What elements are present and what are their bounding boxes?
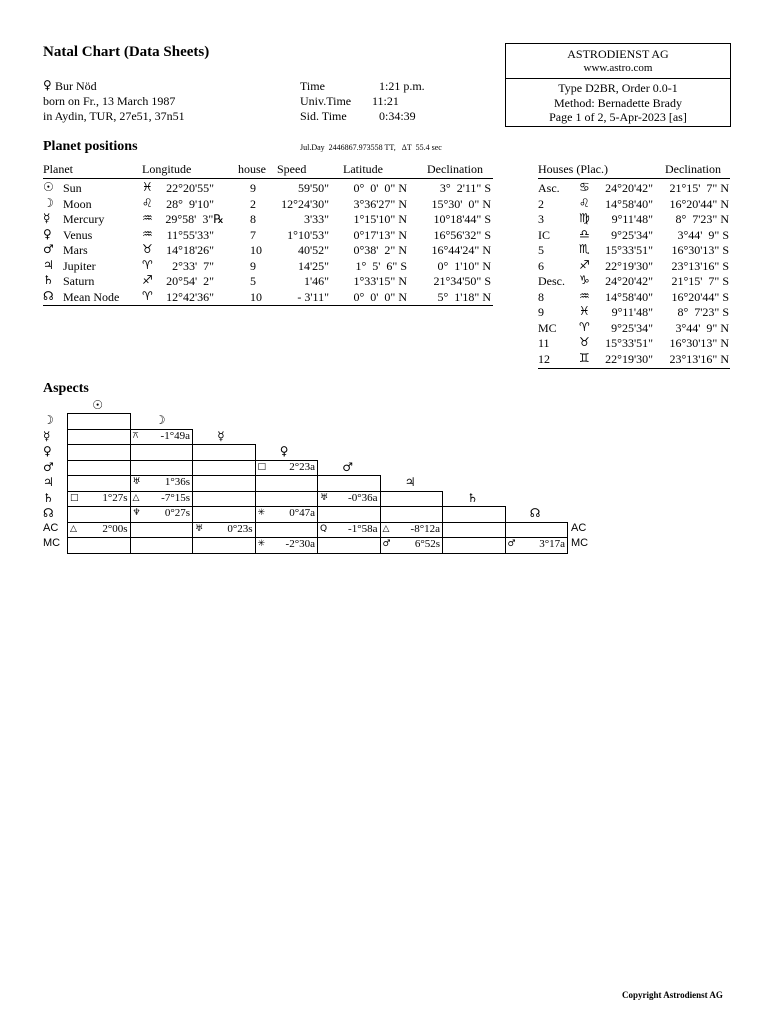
col-speed: Speed [277, 162, 307, 176]
house-longitude: 15°33'51" [605, 336, 653, 350]
aspect-cell [67, 460, 131, 477]
aspect-symbol-icon: △ [70, 523, 77, 534]
planet-longitude: 12°42'36" [166, 289, 214, 304]
aspect-diagonal-icon: ♂ [342, 459, 354, 474]
planet-icon: ♄ [43, 273, 54, 287]
zodiac-sign-icon: ♉ [579, 335, 590, 349]
planet-speed: - 3'11" [297, 289, 329, 304]
aspect-diagonal-icon: ☉ [92, 397, 104, 412]
zodiac-sign-icon: ♉ [142, 242, 153, 256]
aspect-orb: -7°15s [161, 491, 190, 504]
aspect-cell [192, 537, 256, 554]
planet-name: Mean Node [63, 289, 120, 304]
aspect-diagonal-icon: ♄ [467, 490, 479, 505]
aspect-cell [67, 537, 131, 554]
aspect-symbol-icon: ♂ [507, 539, 516, 549]
planet-speed: 3'33" [303, 212, 329, 226]
zodiac-sign-icon: ♋ [579, 180, 590, 194]
company-url: www.astro.com [583, 62, 653, 74]
house-declination: 21°15' 7" N [669, 181, 729, 195]
aspect-row-icon: ☽ [43, 413, 54, 427]
house-longitude: 15°33'51" [605, 243, 653, 257]
aspect-symbol-icon: ✳ [257, 539, 266, 549]
col-longitude: Longitude [142, 162, 192, 176]
aspect-cell [67, 506, 131, 523]
aspect-orb: -1°58a [348, 522, 378, 535]
zodiac-sign-icon: ♒ [142, 211, 153, 225]
house-declination: 16°20'44" N [669, 196, 729, 211]
person-name: Bur Nöd [55, 79, 97, 93]
aspect-orb: 3°17a [539, 538, 565, 550]
aspect-symbol-icon: △ [132, 492, 140, 503]
aspect-cell [192, 444, 256, 461]
zodiac-sign-icon: ♓ [579, 304, 590, 318]
house-name: 8 [538, 289, 544, 304]
aspect-diagonal-icon: ☿ [217, 428, 225, 443]
planet-name: Mercury [63, 212, 105, 226]
aspect-cell [67, 444, 131, 461]
house-name: Desc. [538, 274, 565, 288]
house-declination: 8° 7'23" N [675, 212, 729, 226]
planet-house: 10 [250, 243, 262, 257]
planet-name: Sun [63, 181, 82, 195]
house-longitude: 24°20'42" [605, 274, 653, 288]
aspect-orb: -1°49a [160, 429, 190, 442]
zodiac-sign-icon: ♓ [142, 180, 153, 194]
planet-speed: 1°10'53" [287, 227, 329, 242]
aspect-cell [67, 429, 131, 446]
aspect-orb: 0°27s [164, 507, 190, 519]
aspect-symbol-icon: △ [382, 523, 390, 534]
aspect-row-icon: ♄ [43, 490, 54, 505]
aspect-diagonal-icon: ♀ [279, 444, 289, 458]
zodiac-sign-icon: ♒ [579, 288, 590, 303]
house-name: 12 [538, 351, 550, 366]
planet-name: Saturn [63, 274, 95, 288]
planet-speed: 1'46" [303, 274, 329, 288]
house-longitude: 22°19'30" [605, 351, 653, 366]
zodiac-sign-icon: ♊ [579, 350, 590, 365]
planet-latitude: 0° 0' 0" N [353, 181, 407, 195]
house-name: 9 [538, 305, 544, 319]
zodiac-sign-icon: ♎ [579, 226, 590, 241]
col-declination: Declination [427, 162, 483, 176]
aspect-row-label: AC [43, 521, 59, 534]
planet-latitude: 3°36'27" N [353, 196, 407, 211]
planet-icon: ♃ [43, 257, 54, 272]
company-box [505, 43, 731, 127]
house-longitude: 14°58'40" [605, 289, 653, 304]
planet-speed: 40'52" [297, 243, 329, 257]
aspect-row-icon: ♂ [43, 459, 54, 474]
aspect-cell [192, 506, 256, 523]
house-name: 6 [538, 258, 544, 273]
aspect-cell [442, 537, 506, 554]
house-declination: 3°44' 9" N [675, 320, 729, 335]
aspect-cell [130, 444, 194, 461]
aspect-cell [442, 506, 506, 523]
planet-icon: ☉ [43, 180, 54, 194]
planet-latitude: 0°17'13" N [353, 227, 407, 242]
aspect-symbol-icon: ⚻ [132, 430, 139, 441]
zodiac-sign-icon: ♐ [142, 273, 153, 287]
aspect-cell [130, 522, 194, 539]
planet-declination: 3° 2'11" S [439, 181, 491, 195]
col-planet: Planet [43, 162, 73, 176]
house-name: Asc. [538, 181, 560, 195]
house-declination: 23°13'16" N [669, 351, 729, 366]
sid-label: Sid. Time [300, 109, 347, 123]
planet-name: Venus [63, 227, 93, 242]
house-name: 11 [538, 336, 550, 350]
planet-latitude: 0°38' 2" N [353, 243, 407, 257]
planet-icon: ☿ [43, 211, 51, 225]
aspect-symbol-icon: ♅ [320, 492, 329, 503]
aspect-cell [380, 491, 444, 508]
time-label: Time [300, 79, 325, 93]
planet-longitude: 2°33' 7" [172, 258, 214, 273]
aspects-title: Aspects [43, 381, 89, 396]
col-latitude: Latitude [343, 162, 383, 176]
aspect-orb: 1°27s [102, 491, 128, 504]
aspect-orb: -2°30a [285, 538, 315, 550]
house-name: 3 [538, 212, 544, 226]
aspect-cell [255, 522, 319, 539]
col-house: house [238, 162, 266, 176]
house-longitude: 9°25'34" [611, 320, 653, 335]
ut-label: Univ.Time [300, 94, 352, 108]
birth-date: born on Fr., 13 March 1987 [43, 94, 176, 108]
zodiac-sign-icon: ♌ [142, 195, 153, 210]
aspect-symbol-icon: ♅ [195, 523, 204, 534]
aspect-row-icon: ☊ [43, 506, 54, 520]
aspect-orb: 0°23s [227, 522, 253, 535]
zodiac-sign-icon: ♍ [579, 211, 590, 225]
zodiac-sign-icon: ♌ [579, 195, 590, 210]
planet-longitude: 11°55'33" [166, 227, 214, 242]
aspect-cell [192, 460, 256, 477]
planet-latitude: 1°15'10" N [353, 212, 407, 226]
aspect-row-icon: ☿ [43, 428, 51, 443]
aspect-cell [317, 506, 381, 523]
aspect-diagonal-icon: ☊ [529, 506, 541, 520]
aspect-cell [192, 475, 256, 492]
house-declination: 16°30'13" N [669, 336, 729, 350]
planet-house: 9 [250, 258, 256, 273]
planet-name: Jupiter [63, 258, 96, 273]
planet-declination: 10°18'44" S [433, 212, 491, 226]
house-longitude: 14°58'40" [605, 196, 653, 211]
planet-latitude: 1°33'15" N [353, 274, 407, 288]
aspect-cell [192, 491, 256, 508]
copyright: Copyright Astrodienst AG [622, 990, 723, 1000]
aspect-cell [67, 413, 131, 430]
house-declination: 23°13'16" S [671, 258, 729, 273]
aspect-cell [505, 522, 569, 539]
aspect-row-icon: ♀ [43, 444, 52, 458]
planet-icon: ☊ [43, 288, 54, 303]
aspect-cell [317, 475, 381, 492]
zodiac-sign-icon: ♈ [579, 319, 590, 334]
aspect-orb: 0°47a [289, 507, 315, 519]
ut-value: 11:21 [372, 94, 399, 108]
aspect-cell [442, 522, 506, 539]
planet-speed: 14'25" [297, 258, 329, 273]
zodiac-sign-icon: ♏ [579, 242, 590, 256]
planet-declination: 5° 1'18" N [437, 289, 491, 304]
planet-declination: 21°34'50" S [433, 274, 491, 288]
aspect-symbol-icon: Q [320, 523, 328, 534]
planet-declination: 16°44'24" N [431, 243, 491, 257]
aspect-symbol-icon: ♂ [382, 539, 391, 549]
zodiac-sign-icon: ♑ [579, 273, 590, 287]
planet-declination: 15°30' 0" N [431, 196, 491, 211]
aspect-cell [130, 460, 194, 477]
aspect-symbol-icon: ✳ [257, 508, 266, 518]
planet-icon: ♀ [43, 226, 52, 241]
house-longitude: 9°25'34" [611, 227, 653, 242]
chart-type: Type D2BR, Order 0.0-1 [558, 81, 678, 95]
aspect-diagonal-icon: ☽ [154, 413, 166, 427]
julian-day: Jul.Day 2446867.973558 TT, ΔT 55.4 sec [300, 143, 442, 152]
planet-longitude: 28° 9'10" [166, 196, 214, 211]
house-declination: 8° 7'23" S [677, 305, 729, 319]
planet-name: Moon [63, 196, 92, 211]
house-name: IC [538, 227, 550, 242]
aspect-symbol-icon: ♅ [132, 477, 141, 487]
aspect-right-label: MC [571, 537, 589, 549]
company-name: ASTRODIENST AG [567, 47, 669, 61]
planet-latitude: 1° 5' 6" S [355, 258, 407, 273]
planet-declination: 0° 1'10" N [437, 258, 491, 273]
aspect-cell [67, 475, 131, 492]
page-info: Page 1 of 2, 5-Apr-2023 [as] [549, 110, 687, 124]
aspect-cell [255, 475, 319, 492]
page-title: Natal Chart (Data Sheets) [43, 44, 210, 60]
aspect-cell [317, 537, 381, 554]
planet-house: 7 [250, 227, 256, 242]
planet-longitude: 22°20'55" [166, 181, 214, 195]
planet-declination: 16°56'32" S [433, 227, 491, 242]
planet-house: 8 [250, 212, 256, 226]
aspect-row-label: MC [43, 537, 61, 549]
planet-house: 10 [250, 289, 262, 304]
sid-value: 0:34:39 [379, 109, 416, 123]
planet-icon: ♂ [43, 242, 54, 256]
aspect-symbol-icon: □ [70, 492, 79, 503]
house-name: MC [538, 320, 557, 335]
chart-method: Method: Bernadette Brady [554, 96, 682, 110]
planet-speed: 59'50" [297, 181, 329, 195]
planet-positions-title: Planet positions [43, 139, 138, 154]
planet-longitude: 20°54' 2" [166, 274, 214, 288]
houses-header: Houses (Plac.) [538, 162, 608, 176]
house-declination: 16°30'13" S [671, 243, 729, 257]
planet-house: 9 [250, 181, 256, 195]
planet-house: 2 [250, 196, 256, 211]
planet-name: Mars [63, 243, 88, 257]
aspect-orb: 2°00s [102, 522, 128, 535]
aspect-orb: 2°23a [289, 460, 315, 473]
planet-icon: ☽ [43, 195, 54, 210]
house-declination: 21°15' 7" S [671, 274, 729, 288]
house-longitude: 9°11'48" [611, 212, 653, 226]
planet-latitude: 0° 0' 0" N [353, 289, 407, 304]
zodiac-sign-icon: ♈ [142, 257, 153, 272]
aspect-orb: -0°36a [348, 491, 378, 504]
time-value: 1:21 p.m. [379, 79, 425, 93]
planet-house: 5 [250, 274, 256, 288]
aspect-orb: 1°36s [164, 476, 190, 488]
aspect-orb: -8°12a [410, 522, 440, 535]
house-longitude: 22°19'30" [605, 258, 653, 273]
house-name: 2 [538, 196, 544, 211]
zodiac-sign-icon: ♒ [142, 226, 153, 241]
house-longitude: 9°11'48" [611, 305, 653, 319]
aspect-row-icon: ♃ [43, 475, 54, 489]
aspect-cell [130, 537, 194, 554]
aspect-right-label: AC [571, 521, 587, 534]
planet-speed: 12°24'30" [281, 196, 329, 211]
house-declination: 3°44' 9" S [677, 227, 729, 242]
house-name: 5 [538, 243, 544, 257]
house-longitude: 24°20'42" [605, 181, 653, 195]
aspect-cell [380, 506, 444, 523]
aspect-cell [255, 491, 319, 508]
zodiac-sign-icon: ♐ [579, 257, 590, 272]
planet-longitude: 29°58' 3"℞ [165, 212, 224, 226]
aspect-diagonal-icon: ♃ [404, 475, 416, 489]
birth-place: in Aydin, TUR, 27e51, 37n51 [43, 109, 185, 123]
zodiac-sign-icon: ♈ [142, 288, 153, 303]
houses-declination-header: Declination [665, 162, 721, 176]
aspect-symbol-icon: □ [257, 461, 267, 472]
venus-person-icon: ♀ [43, 78, 52, 92]
planet-longitude: 14°18'26" [166, 243, 214, 257]
aspect-orb: 6°52s [414, 538, 440, 550]
aspect-symbol-icon: ♆ [132, 508, 141, 518]
house-declination: 16°20'44" S [671, 289, 729, 304]
